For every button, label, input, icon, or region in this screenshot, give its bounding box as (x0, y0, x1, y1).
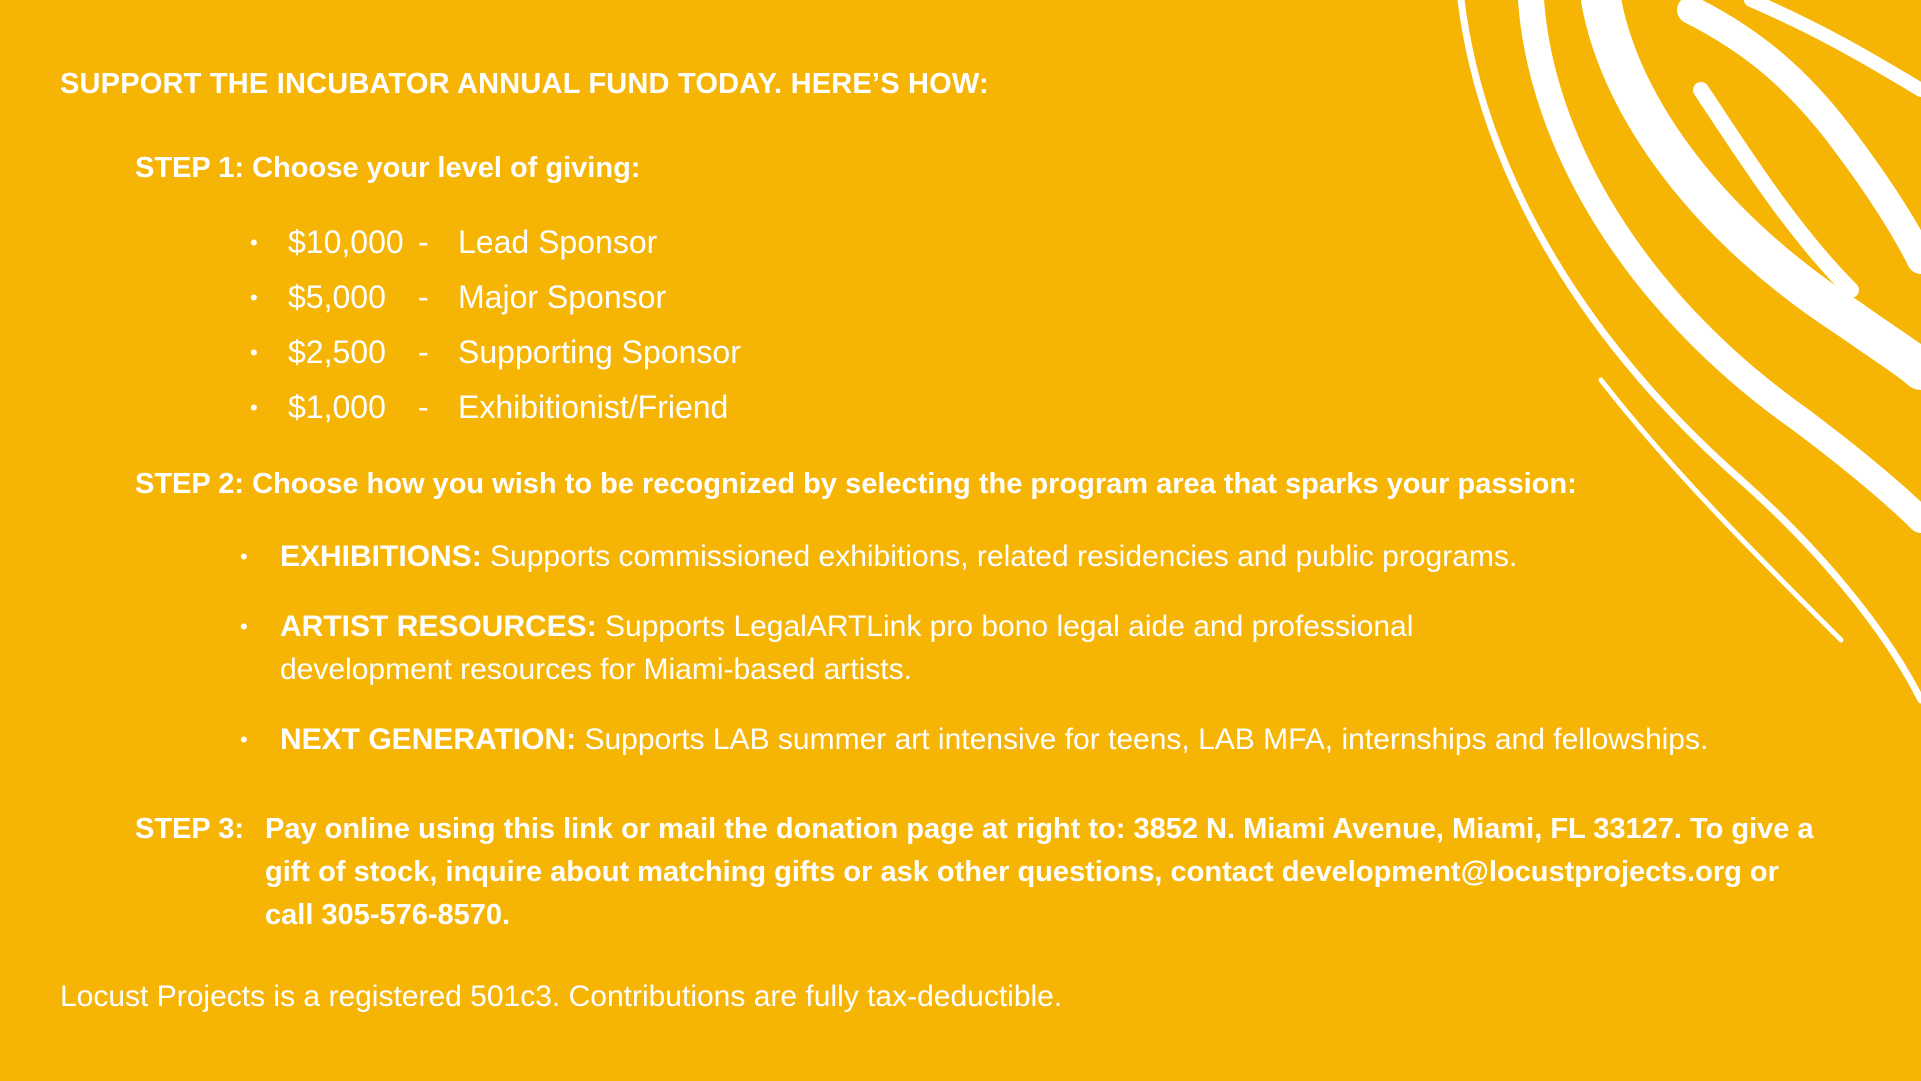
bullet-icon: • (250, 229, 258, 255)
bullet-icon: • (240, 614, 248, 639)
bullet-icon: • (250, 284, 258, 310)
level-separator: - (418, 334, 429, 370)
program-area-name: EXHIBITIONS: (280, 540, 482, 573)
bullet-icon: • (250, 394, 258, 420)
page-heading: SUPPORT THE INCUBATOR ANNUAL FUND TODAY. HERE’S HOW: (60, 68, 989, 100)
level-name: Exhibitionist/Friend (458, 389, 729, 425)
program-area-description: Supports LegalARTLink pro bono legal aide and professional development resources for Miami-based artists. (280, 610, 1414, 686)
program-area-item (240, 535, 1760, 578)
level-amount: $1,000 (288, 389, 386, 425)
program-area-description: Supports commissioned exhibitions, related residencies and public programs. (490, 540, 1518, 573)
giving-level-item (250, 325, 741, 380)
program-area-name: ARTIST RESOURCES: (280, 610, 597, 643)
level-name: Major Sponsor (458, 279, 667, 315)
level-separator: - (418, 279, 429, 315)
level-name: Lead Sponsor (458, 224, 658, 260)
program-area-name: NEXT GENERATION: (280, 723, 577, 756)
bullet-icon: • (240, 544, 248, 569)
level-separator: - (418, 224, 429, 260)
giving-level-item (250, 380, 741, 435)
program-area-item (240, 718, 1760, 761)
bullet-icon: • (240, 727, 248, 752)
program-areas-list (240, 535, 1760, 761)
level-separator: - (418, 389, 429, 425)
level-amount: $2,500 (288, 334, 386, 370)
bullet-icon: • (250, 339, 258, 365)
giving-level-item (250, 215, 741, 270)
step3-instructions: Pay online using this link or mail the donation page at right to: 3852 N. Miami Avenue, Miami, FL 33127. To give a gift of stock, inquire about matching gifts or ask other questions, contact development@locustprojects.org or call 305-576-8570. (265, 813, 1814, 931)
step1-title: STEP 1: Choose your level of giving: (135, 152, 641, 184)
giving-level-item (250, 270, 741, 325)
tax-deductible-note: Locust Projects is a registered 501c3. Contributions are fully tax-deductible. (60, 980, 1063, 1013)
step2-title: STEP 2: Choose how you wish to be recognized by selecting the program area that sparks your passion: (135, 468, 1577, 500)
level-amount: $5,000 (288, 279, 386, 315)
program-area-item (240, 605, 1480, 691)
level-name: Supporting Sponsor (458, 334, 741, 370)
giving-levels-list (250, 215, 741, 435)
program-area-description: Supports LAB summer art intensive for teens, LAB MFA, internships and fellowships. (584, 723, 1709, 756)
step3-block (135, 808, 1825, 937)
level-amount: $10,000 (288, 224, 404, 260)
step3-label: STEP 3: (135, 813, 245, 845)
